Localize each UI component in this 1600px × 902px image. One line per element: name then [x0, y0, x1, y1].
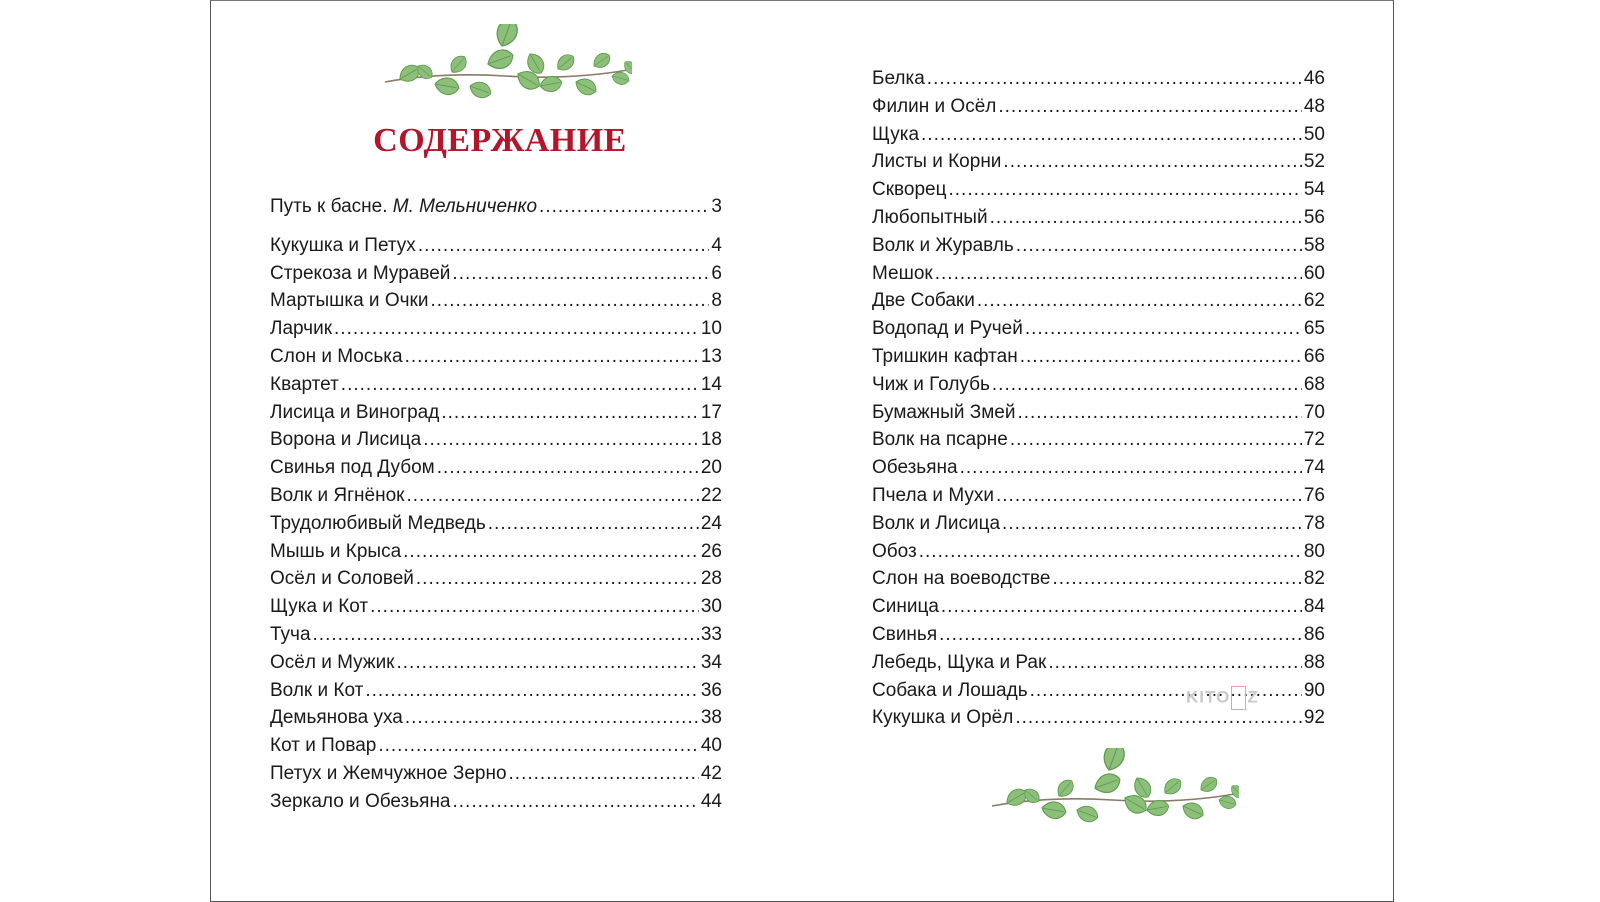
toc-column-right — [872, 65, 1325, 732]
toc-entry-title: Свинья — [872, 623, 938, 645]
toc-entry-title: Водопад и Ручей — [872, 318, 1023, 340]
toc-entry[interactable] — [872, 399, 1325, 427]
toc-entry[interactable] — [270, 649, 722, 677]
toc-entry-page: 30 — [700, 596, 722, 618]
toc-entry[interactable] — [872, 232, 1325, 260]
toc-entry[interactable] — [872, 315, 1325, 343]
toc-entry-page: 22 — [700, 484, 722, 506]
leaf — [1100, 748, 1128, 773]
toc-entry-title: Волк и Журавль — [872, 234, 1014, 256]
toc-entry[interactable] — [872, 93, 1325, 121]
toc-entry[interactable] — [270, 621, 722, 649]
toc-entry-title: Туча — [270, 623, 311, 645]
toc-entry-page: 58 — [1303, 234, 1325, 256]
toc-entry-page: 44 — [700, 790, 722, 812]
toc-leader-dots — [370, 593, 699, 621]
toc-entry[interactable] — [872, 121, 1325, 149]
toc-entry[interactable] — [872, 148, 1325, 176]
leaf — [434, 76, 461, 96]
watermark-mark-icon — [1231, 686, 1246, 710]
toc-leader-dots — [488, 510, 699, 538]
toc-entry-title: Кот и Повар — [270, 735, 377, 757]
toc-entry-page: 80 — [1303, 540, 1325, 562]
toc-entry-page: 92 — [1303, 707, 1325, 729]
toc-entry-title: Лебедь, Щука и Рак — [872, 651, 1047, 673]
toc-entry[interactable] — [872, 426, 1325, 454]
toc-list-left — [270, 232, 722, 816]
toc-entry-page: 74 — [1303, 457, 1325, 479]
toc-entry-page: 52 — [1303, 151, 1325, 173]
toc-entry[interactable] — [872, 621, 1325, 649]
toc-leader-dots — [960, 454, 1302, 482]
toc-leader-dots — [430, 287, 709, 315]
toc-entry-title: Чиж и Голубь — [872, 373, 990, 395]
toc-entry-page: 70 — [1303, 401, 1325, 423]
toc-entry-title: Ворона и Лисица — [270, 429, 422, 451]
toc-leader-dots — [1030, 677, 1302, 705]
toc-entry[interactable] — [270, 482, 722, 510]
leaf — [493, 24, 521, 49]
toc-entry-page: 36 — [700, 679, 722, 701]
toc-entry-page: 48 — [1303, 95, 1325, 117]
toc-entry-page: 88 — [1303, 651, 1325, 673]
toc-entry[interactable] — [270, 287, 722, 315]
toc-entry[interactable] — [270, 232, 722, 260]
toc-leader-dots — [509, 760, 699, 788]
toc-column-left — [270, 193, 722, 816]
toc-leader-dots — [453, 788, 699, 816]
toc-entry-page: 10 — [700, 318, 722, 340]
toc-entry[interactable] — [270, 760, 722, 788]
toc-entry[interactable] — [872, 510, 1325, 538]
toc-entry[interactable] — [872, 454, 1325, 482]
toc-entry-page: 68 — [1303, 373, 1325, 395]
toc-entry-title: Кукушка и Петух — [270, 234, 416, 256]
toc-entry-title: Собака и Лошадь — [872, 679, 1028, 701]
toc-entry[interactable] — [872, 204, 1325, 232]
toc-leader-dots — [1048, 649, 1302, 677]
toc-entry-title: Слон на воеводстве — [872, 568, 1051, 590]
toc-entry-title: Волк и Лисица — [872, 512, 1001, 534]
toc-entry-page: 86 — [1303, 623, 1325, 645]
toc-entry[interactable] — [270, 788, 722, 816]
toc-entry-page: 3 — [711, 196, 722, 217]
toc-entry[interactable] — [872, 260, 1325, 288]
leaf — [1041, 800, 1068, 820]
toc-leader-dots — [539, 193, 709, 221]
toc-list-right — [872, 65, 1325, 732]
toc-entry[interactable] — [872, 371, 1325, 399]
toc-entry-page: 20 — [700, 457, 722, 479]
toc-entry[interactable] — [270, 565, 722, 593]
toc-entry-title: Листы и Корни — [872, 151, 1002, 173]
toc-entry-title: Две Собаки — [872, 290, 975, 312]
toc-entry[interactable] — [270, 315, 722, 343]
watermark: KITO Z — [1186, 686, 1259, 710]
toc-entry-title: Квартет — [270, 373, 339, 395]
leaf — [1054, 776, 1077, 800]
leaf — [467, 79, 493, 101]
toc-leader-dots — [1010, 426, 1302, 454]
toc-entry-page: 82 — [1303, 568, 1325, 590]
toc-entry-page: 56 — [1303, 206, 1325, 228]
leaf — [590, 50, 613, 71]
toc-entry-title: Стрекоза и Муравей — [270, 262, 451, 284]
page-title: СОДЕРЖАНИЕ — [373, 122, 627, 159]
toc-entry[interactable] — [270, 704, 722, 732]
toc-entry-title: Пчела и Мухи — [872, 484, 994, 506]
toc-entry-title: Обоз — [872, 540, 917, 562]
toc-leader-dots — [996, 482, 1302, 510]
leafy-branch-icon — [987, 748, 1239, 830]
toc-entry-page: 50 — [1303, 123, 1325, 145]
toc-entry[interactable] — [872, 565, 1325, 593]
toc-leader-dots — [397, 649, 699, 677]
toc-leader-dots — [405, 343, 699, 371]
toc-leader-dots — [378, 732, 699, 760]
toc-entry-page: 6 — [711, 262, 722, 284]
toc-entry-title: Волк и Ягнёнок — [270, 484, 405, 506]
toc-leader-dots — [334, 315, 699, 343]
toc-entry[interactable] — [270, 510, 722, 538]
leaf — [573, 75, 599, 98]
toc-entry-page: 72 — [1303, 429, 1325, 451]
toc-entry-page: 76 — [1303, 484, 1325, 506]
toc-entry-page: 46 — [1303, 68, 1325, 89]
toc-entry-title: Белка — [872, 68, 925, 89]
toc-entry-page: 34 — [700, 651, 722, 673]
toc-entry-page: 78 — [1303, 512, 1325, 534]
toc-entry[interactable] — [270, 260, 722, 288]
toc-entry[interactable] — [270, 593, 722, 621]
toc-entry-title: Мартышка и Очки — [270, 290, 429, 312]
toc-entry[interactable] — [270, 426, 722, 454]
leaf — [447, 52, 470, 76]
toc-leader-dots — [998, 93, 1302, 121]
toc-leader-dots — [1015, 704, 1302, 732]
toc-entry-page: 90 — [1303, 679, 1325, 701]
toc-entry-page: 17 — [700, 401, 722, 423]
toc-entry-page: 33 — [700, 623, 722, 645]
toc-entry-page: 38 — [700, 707, 722, 729]
toc-leader-dots — [405, 704, 699, 732]
toc-entry-page: 62 — [1303, 290, 1325, 312]
toc-entry-page: 40 — [700, 735, 722, 757]
toc-entry-title: Путь к басне. М. Мельниченко — [270, 196, 538, 217]
toc-entry[interactable] — [270, 371, 722, 399]
toc-entry-title: Ларчик — [270, 318, 333, 340]
toc-leader-dots — [418, 232, 710, 260]
toc-leader-dots — [403, 538, 699, 566]
toc-leader-dots — [977, 287, 1302, 315]
toc-entry-page: 4 — [711, 234, 722, 256]
toc-leader-dots — [1020, 343, 1302, 371]
toc-entry-page: 24 — [700, 512, 722, 534]
toc-entry-title: Зеркало и Обезьяна — [270, 790, 451, 812]
toc-leader-dots — [313, 621, 699, 649]
toc-entry-page: 54 — [1303, 179, 1325, 201]
leaf — [1180, 799, 1206, 822]
toc-entry-page: 8 — [711, 290, 722, 312]
toc-entry[interactable] — [270, 732, 722, 760]
toc-leader-dots — [1025, 315, 1302, 343]
toc-entry-page: 66 — [1303, 345, 1325, 367]
toc-entry-title: Мешок — [872, 262, 933, 284]
toc-leader-dots — [406, 482, 698, 510]
toc-entry-page: 84 — [1303, 596, 1325, 618]
toc-entry[interactable] — [872, 343, 1325, 371]
toc-entry-title: Щука и Кот — [270, 596, 369, 618]
toc-entry[interactable] — [270, 399, 722, 427]
toc-leader-dots — [990, 204, 1302, 232]
toc-entry-title: Мышь и Крыса — [270, 540, 402, 562]
toc-entry-title: Обезьяна — [872, 457, 958, 479]
toc-entry[interactable] — [872, 65, 1325, 93]
toc-entry-title: Свинья под Дубом — [270, 457, 435, 479]
leaf — [1161, 775, 1185, 798]
leafy-branch-icon — [380, 24, 632, 106]
toc-entry-title: Синица — [872, 596, 939, 618]
leaf — [1074, 803, 1100, 825]
toc-leader-dots — [919, 538, 1302, 566]
toc-entry[interactable] — [270, 454, 722, 482]
toc-entry-title: Осёл и Соловей — [270, 568, 414, 590]
toc-entry-title: Кукушка и Орёл — [872, 707, 1014, 729]
toc-entry-page: 28 — [700, 568, 722, 590]
toc-entry[interactable] — [270, 677, 722, 705]
toc-entry-title: Слон и Моська — [270, 345, 403, 367]
toc-leader-dots — [939, 621, 1302, 649]
toc-leader-dots — [941, 593, 1302, 621]
toc-leader-dots — [921, 121, 1302, 149]
leaf — [485, 47, 516, 73]
toc-entry[interactable] — [872, 287, 1325, 315]
toc-entry-title: Осёл и Мужик — [270, 651, 395, 673]
toc-entry-page: 14 — [700, 373, 722, 395]
toc-leader-dots — [437, 454, 699, 482]
toc-entry-title: Демьянова уха — [270, 707, 403, 729]
toc-leader-dots — [452, 260, 709, 288]
toc-entry-title: Волк на псарне — [872, 429, 1008, 451]
toc-entry-page: 18 — [700, 429, 722, 451]
toc-entry-title: Волк и Кот — [270, 679, 364, 701]
leaf — [1197, 774, 1220, 795]
toc-entry-title: Щука — [872, 123, 920, 145]
toc-entry-title: Бумажный Змей — [872, 401, 1016, 423]
toc-entry[interactable] — [872, 649, 1325, 677]
toc-leader-dots — [1052, 565, 1301, 593]
toc-entry[interactable] — [872, 176, 1325, 204]
toc-entry-title: Петух и Жемчужное Зерно — [270, 762, 507, 784]
toc-entry-title: Лисица и Виноград — [270, 401, 440, 423]
toc-entry-title: Филин и Осёл — [872, 95, 997, 117]
toc-entry[interactable] — [270, 538, 722, 566]
toc-entry-page: 42 — [700, 762, 722, 784]
toc-entry-title: Скворец — [872, 179, 947, 201]
toc-leader-dots — [441, 399, 699, 427]
toc-entry[interactable] — [872, 593, 1325, 621]
toc-entry[interactable] — [872, 538, 1325, 566]
toc-entry-title: Тришкин кафтан — [872, 345, 1018, 367]
toc-entry[interactable] — [270, 343, 722, 371]
toc-leader-dots — [1016, 232, 1302, 260]
toc-leader-dots — [341, 371, 699, 399]
toc-entry-title: Любопытный — [872, 206, 988, 228]
toc-entry[interactable] — [872, 482, 1325, 510]
toc-entry-intro[interactable] — [270, 193, 722, 221]
toc-entry-page: 26 — [700, 540, 722, 562]
toc-entry-page: 60 — [1303, 262, 1325, 284]
toc-leader-dots — [992, 371, 1302, 399]
toc-entry-title: Трудолюбивый Медведь — [270, 512, 486, 534]
toc-entry-page: 65 — [1303, 318, 1325, 340]
toc-leader-dots — [416, 565, 699, 593]
toc-leader-dots — [365, 677, 699, 705]
leaf — [1092, 771, 1123, 797]
toc-leader-dots — [1002, 510, 1302, 538]
toc-leader-dots — [935, 260, 1302, 288]
toc-leader-dots — [1017, 399, 1301, 427]
toc-entry-page: 13 — [700, 345, 722, 367]
toc-entry-author: М. Мельниченко — [392, 196, 538, 217]
toc-leader-dots — [423, 426, 699, 454]
toc-leader-dots — [1003, 148, 1301, 176]
leaf — [554, 51, 578, 74]
toc-leader-dots — [927, 65, 1302, 93]
toc-leader-dots — [949, 176, 1302, 204]
